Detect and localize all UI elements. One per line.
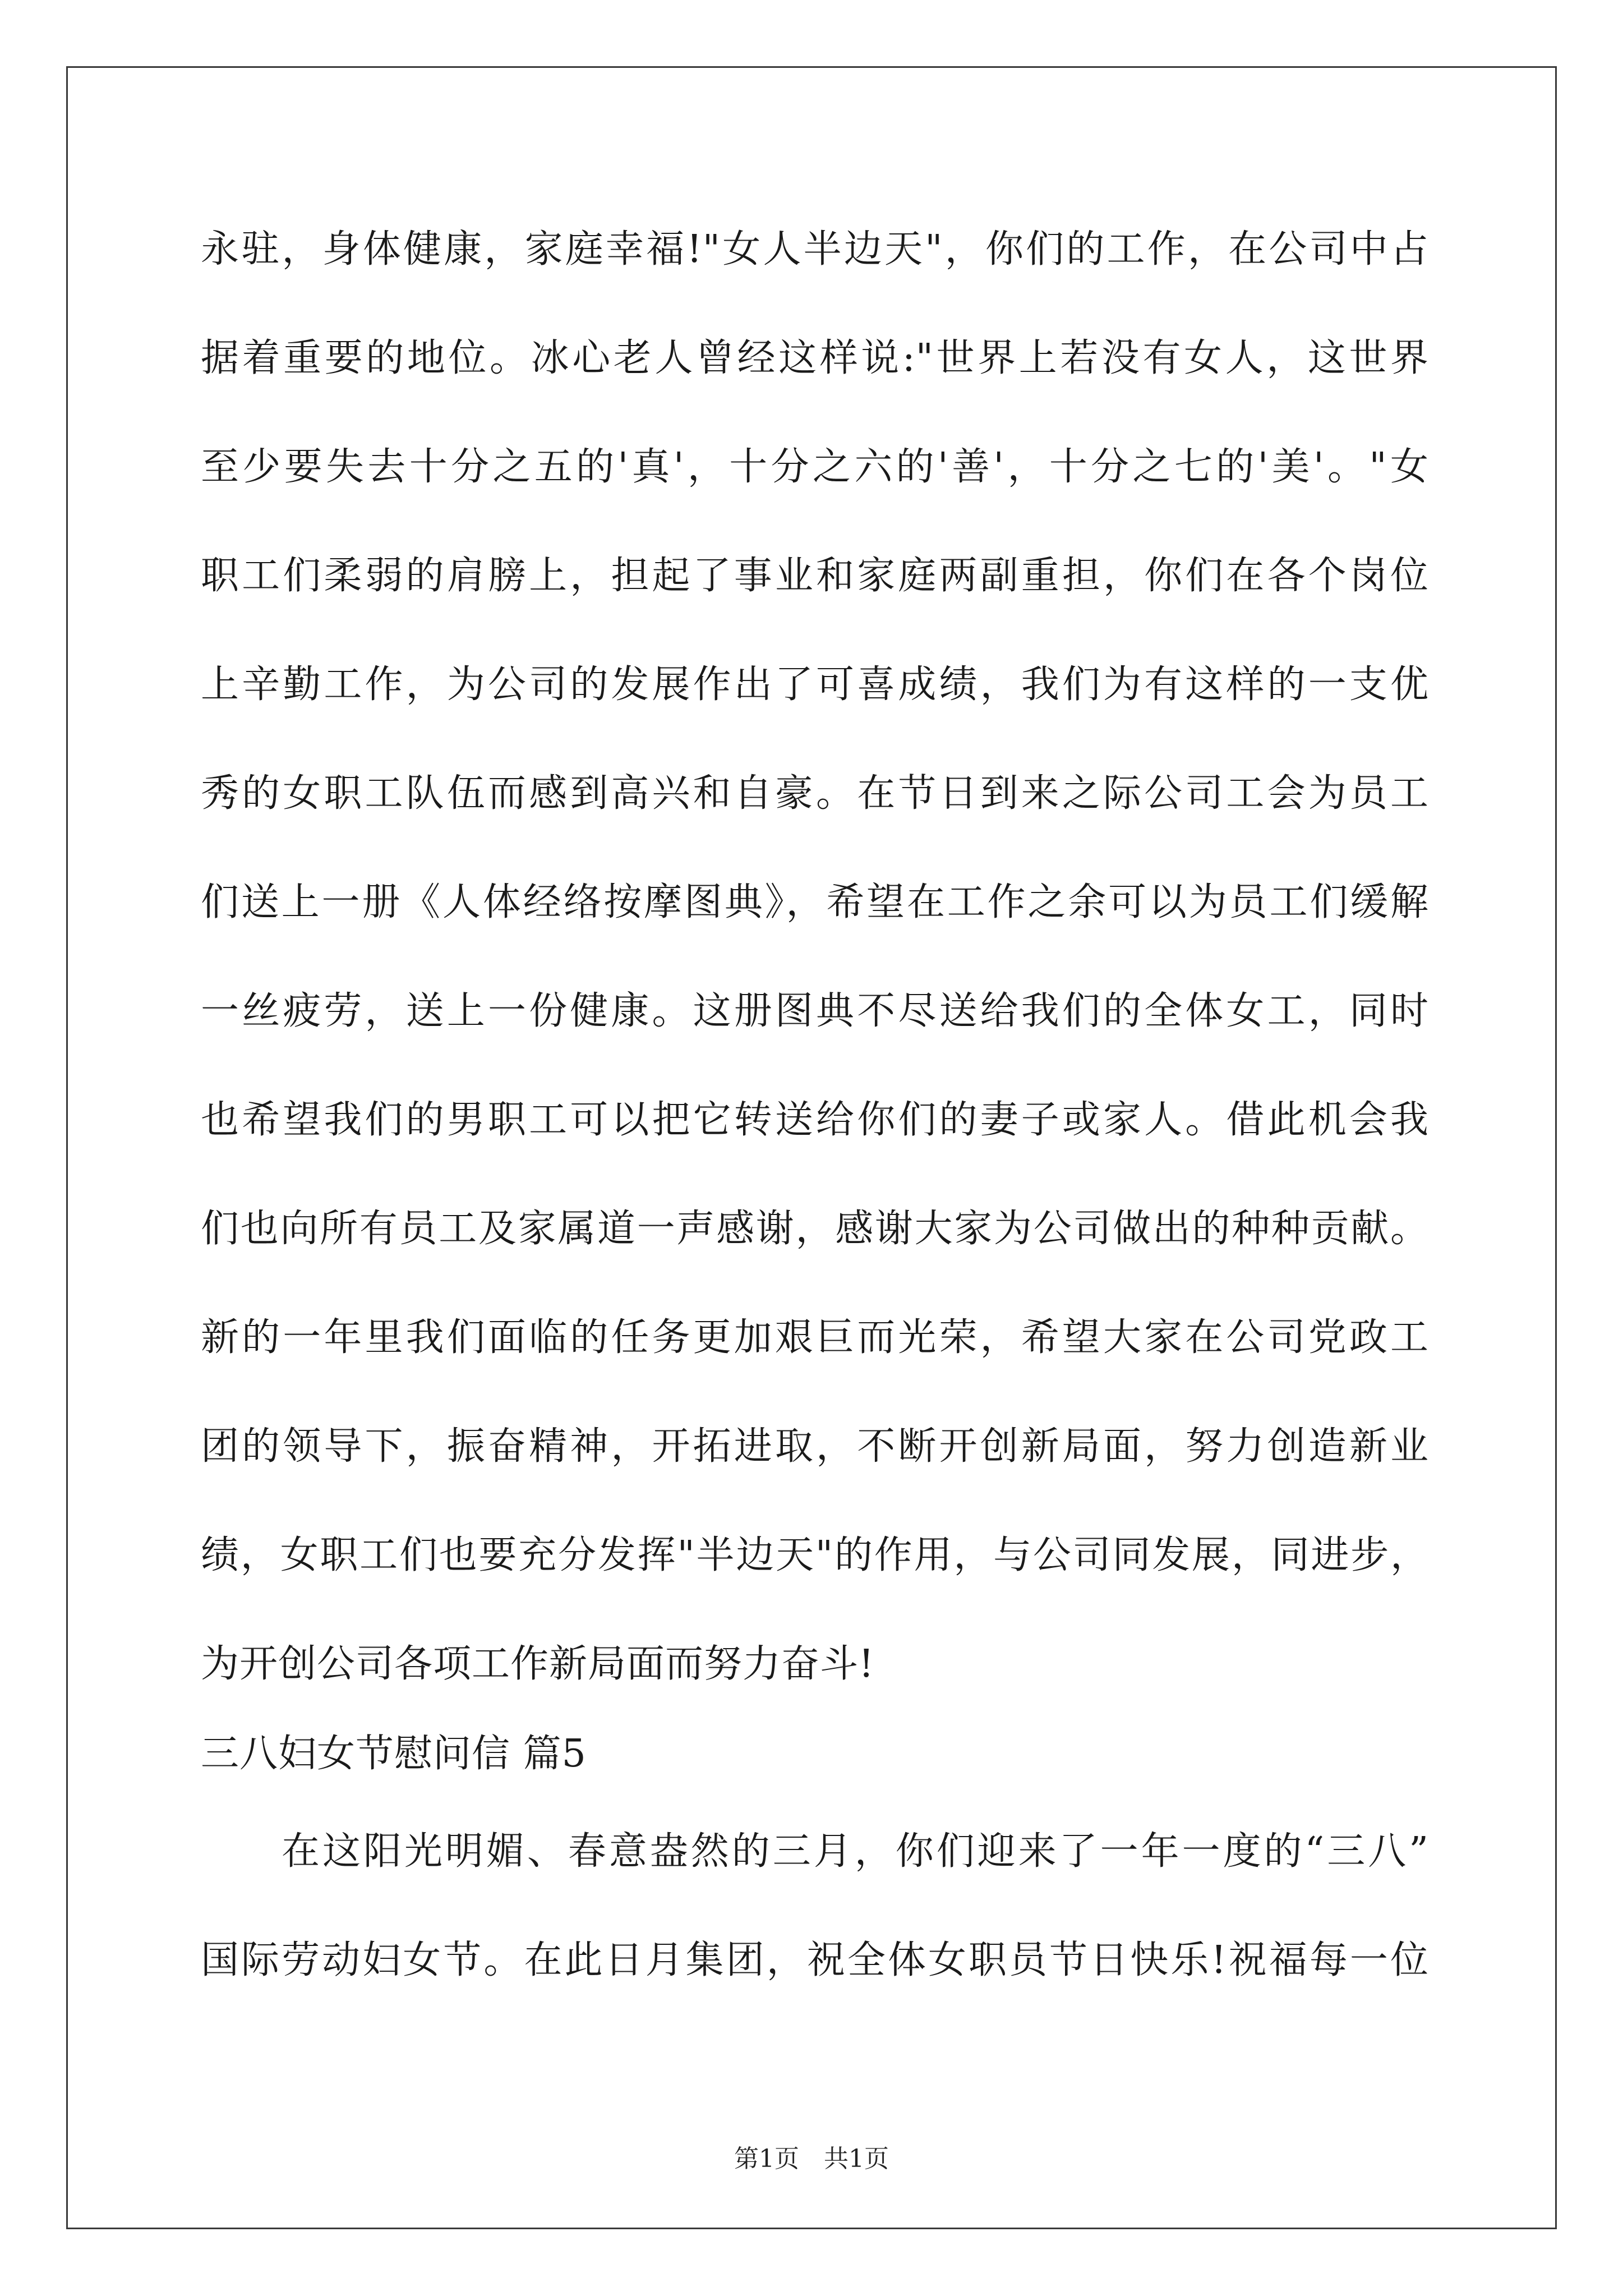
body-line: 新的一年里我们面临的任务更加艰巨而光荣，希望大家在公司党政工 <box>201 1315 1429 1360</box>
body-line: 团的领导下，振奋精神，开拓进取，不断开创新局面，努力创造新业 <box>201 1424 1429 1469</box>
body-line: 至少要失去十分之五的'真'，十分之六的'善'，十分之七的'美'。"女 <box>201 445 1429 489</box>
body-line: 据着重要的地位。冰心老人曾经这样说:"世界上若没有女人，这世界 <box>201 336 1429 380</box>
page-footer: 第1页 共1页 <box>734 2145 889 2173</box>
body-line: 一丝疲劳，送上一份健康。这册图典不尽送给我们的全体女工，同时 <box>201 989 1429 1033</box>
body-line-last: 为开创公司各项工作新局面而努力奋斗! <box>201 1642 875 1686</box>
section-line: 在这阳光明媚、春意盎然的三月，你们迎来了一年一度的“三八” <box>282 1829 1429 1874</box>
section-line: 国际劳动妇女节。在此日月集团，祝全体女职员节日快乐!祝福每一位 <box>201 1938 1429 1982</box>
section-heading: 三八妇女节慰问信 篇5 <box>201 1732 587 1776</box>
body-line: 秀的女职工队伍而感到高兴和自豪。在节日到来之际公司工会为员工 <box>201 771 1429 816</box>
body-line: 绩，女职工们也要充分发挥"半边天"的作用，与公司同发展，同进步， <box>201 1533 1429 1577</box>
body-line: 职工们柔弱的肩膀上，担起了事业和家庭两副重担，你们在各个岗位 <box>201 554 1429 598</box>
body-line: 永驻，身体健康，家庭幸福!"女人半边天"，你们的工作，在公司中占 <box>201 227 1429 272</box>
body-line: 上辛勤工作，为公司的发展作出了可喜成绩，我们为有这样的一支优 <box>201 662 1429 707</box>
page-border <box>66 66 1557 2229</box>
body-line: 们送上一册《人体经络按摩图典》，希望在工作之余可以为员工们缓解 <box>201 880 1429 924</box>
body-line: 也希望我们的男职工可以把它转送给你们的妻子或家人。借此机会我 <box>201 1098 1429 1142</box>
body-line: 们也向所有员工及家属道一声感谢，感谢大家为公司做出的种种贡献。 <box>201 1207 1429 1251</box>
